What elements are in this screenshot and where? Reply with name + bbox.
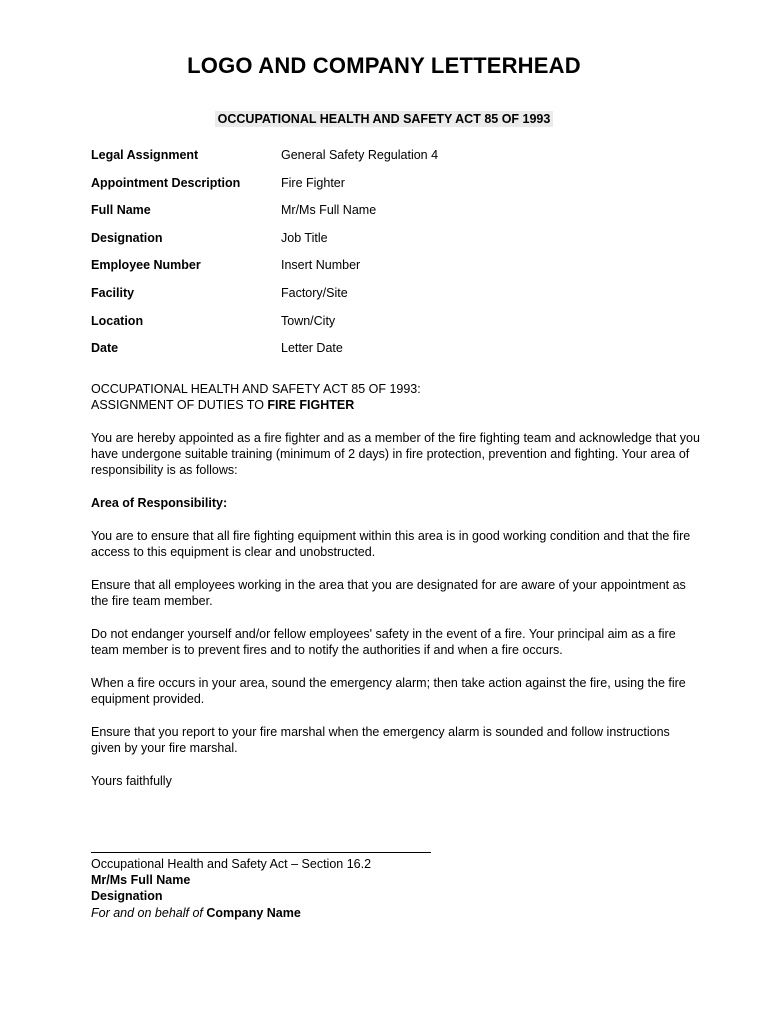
assignment-line1: OCCUPATIONAL HEALTH AND SAFETY ACT 85 OF 1993: xyxy=(91,382,421,396)
detail-value: Letter Date xyxy=(281,341,343,356)
signature-behalf-prefix: For and on behalf of xyxy=(91,905,207,920)
detail-label: Legal Assignment xyxy=(91,148,199,162)
responsibility-paragraph: Do not endanger yourself and/or fellow employees' safety in the event of a fire. Your principal aim as a fire team member is to prevent fires and to notify the authorities if and when a fire occurs. xyxy=(91,627,676,658)
details-table xyxy=(91,148,691,369)
detail-value: Fire Fighter xyxy=(281,175,345,190)
area-heading: Area of Responsibility: xyxy=(91,496,228,510)
detail-value: Insert Number xyxy=(281,258,361,273)
act-title-wrap xyxy=(0,110,768,128)
signature-company: Company Name xyxy=(206,905,301,920)
letterhead-title: LOGO AND COMPANY LETTERHEAD xyxy=(187,53,581,78)
assignment-line2 xyxy=(91,397,701,413)
detail-label: Location xyxy=(91,313,144,328)
detail-label: Facility xyxy=(91,285,135,300)
detail-value: Job Title xyxy=(281,230,328,245)
assignment-heading xyxy=(91,381,701,413)
responsibility-paragraph: When a fire occurs in your area, sound the emergency alarm; then take action against the fire, using the fire equipment provided. xyxy=(91,676,686,707)
signature-block xyxy=(91,856,701,921)
detail-label: Employee Number xyxy=(91,258,201,273)
detail-row-designation xyxy=(91,231,691,259)
assignment-line2-prefix: ASSIGNMENT OF DUTIES TO xyxy=(91,398,268,413)
detail-row-facility xyxy=(91,286,691,314)
detail-row-appointment-description xyxy=(91,176,691,204)
detail-row-full-name xyxy=(91,203,691,231)
signature-line xyxy=(91,852,431,853)
signature-name: Mr/Ms Full Name xyxy=(91,873,191,888)
closing-text: Yours faithfully xyxy=(91,774,172,788)
responsibility-paragraph: Ensure that all employees working in the area that you are designated for are aware of your appointment as the fire team member. xyxy=(91,578,686,609)
responsibility-paragraph: You are to ensure that all fire fighting equipment within this area is in good working condition and that the fire access to this equipment is clear and unobstructed. xyxy=(91,529,691,560)
responsibility-paragraph: Ensure that you report to your fire marshal when the emergency alarm is sounded and follow instructions given by your fire marshal. xyxy=(91,725,670,756)
intro-paragraph: You are hereby appointed as a fire fighter and as a member of the fire fighting team and acknowledge that you have undergone suitable training (minimum of 2 days) in fire protection, prevention and fighting. Your area of responsibility is as follows: xyxy=(91,431,700,478)
signature-behalf xyxy=(91,905,701,921)
detail-value: Town/City xyxy=(281,313,336,328)
signature-designation: Designation xyxy=(91,889,163,904)
assignment-role: FIRE FIGHTER xyxy=(267,398,355,413)
detail-row-date xyxy=(91,341,691,369)
detail-value: Factory/Site xyxy=(281,285,348,300)
detail-label: Date xyxy=(91,341,119,356)
detail-row-employee-number xyxy=(91,258,691,286)
detail-label: Full Name xyxy=(91,203,151,218)
detail-value: Mr/Ms Full Name xyxy=(281,203,377,218)
detail-label: Appointment Description xyxy=(91,175,241,190)
detail-value: General Safety Regulation 4 xyxy=(281,148,439,162)
act-title: OCCUPATIONAL HEALTH AND SAFETY ACT 85 OF 1993 xyxy=(215,111,554,127)
detail-row-legal-assignment xyxy=(91,148,691,176)
detail-row-location xyxy=(91,314,691,342)
signature-act-line: Occupational Health and Safety Act – Section 16.2 xyxy=(91,857,372,871)
detail-label: Designation xyxy=(91,230,163,245)
